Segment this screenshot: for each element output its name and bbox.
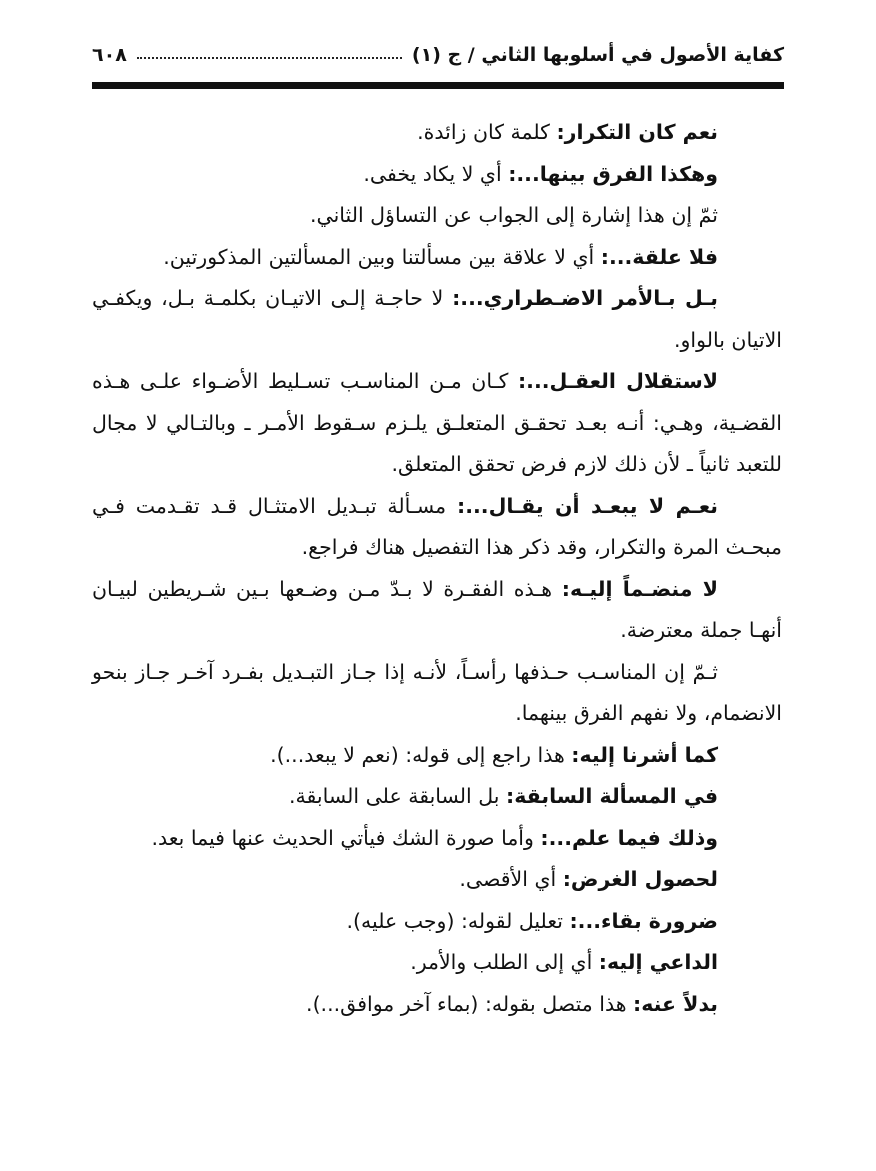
lemma: بـل بـالأمر الاضـطراري...: <box>452 286 718 310</box>
lemma: نعـم لا يبعـد أن يقـال...: <box>457 493 718 518</box>
paragraph-text: كـان مـن المناسـب تسـليط الأضـواء علـى هـذه القضـية، وهـي: أنـه بعـد تحقـق المتعلـق يلـزم سـقوط الأمـر ـ وبالتـالي لا مجال للتعبد ثانياً ـ لأن ذلك لازم فرض تحقق المتعلق. <box>92 369 782 476</box>
paragraph-text: أي إلى الطلب والأمر. <box>410 950 599 974</box>
paragraph <box>92 776 782 818</box>
running-title: كفاية الأصول في أسلوبها الثاني / ج (١) <box>411 44 784 66</box>
paragraph <box>92 901 782 943</box>
header-rule <box>92 82 784 89</box>
lemma: ضرورة بقاء...: <box>569 908 718 933</box>
page-number: ٦٠٨ <box>92 44 127 66</box>
lemma: في المسألة السابقة: <box>506 784 718 808</box>
paragraph <box>92 569 782 652</box>
paragraph <box>92 154 782 196</box>
lemma: لا منضـماً إليـه: <box>561 576 719 601</box>
lemma: وذلك فيما علم...: <box>540 825 718 850</box>
lemma: لحصول الغرض: <box>562 867 718 891</box>
paragraph <box>92 984 782 1026</box>
paragraph-text: ثمّ إن هذا إشارة إلى الجواب عن التساؤل الثاني. <box>309 203 718 227</box>
lemma: كما أشرنا إليه: <box>571 742 718 767</box>
commentary-body <box>92 112 782 1025</box>
lemma: بدلاً عنه: <box>633 991 718 1016</box>
paragraph-text: لا حاجـة إلـى الاتيـان بكلمـة بـل، ويكفـي الاتيان بالواو. <box>92 286 782 352</box>
paragraph-text: ثـمّ إن المناسـب حـذفها رأسـاً، لأنـه إذا جـاز التبـديل بفـرد آخـر جـاز بنحو الانضمام، ولا نفهم الفرق بينهما. <box>92 659 782 725</box>
paragraph <box>92 237 782 279</box>
paragraph-text: هـذه الفقـرة لا بـدّ مـن وضـعها بـين شـريطين لبيـان أنهـا جملة معترضة. <box>92 576 782 642</box>
paragraph-text: هذا راجع إلى قوله: (نعم لا يبعد...). <box>270 742 572 767</box>
paragraph <box>92 278 782 361</box>
paragraph-text: أي لا يكاد يخفى. <box>363 161 509 186</box>
lemma: فلا علقة...: <box>600 244 718 269</box>
paragraph <box>92 818 782 860</box>
header-dot-leader <box>137 57 402 59</box>
paragraph <box>92 361 782 486</box>
paragraph-text: أي الأقصى. <box>459 867 563 891</box>
paragraph <box>92 942 782 984</box>
paragraph <box>92 486 782 569</box>
page-header <box>92 40 784 70</box>
lemma: الداعي إليه: <box>598 950 718 974</box>
paragraph <box>92 859 782 901</box>
paragraph <box>92 112 782 154</box>
paragraph-text: أي لا علاقة بين مسألتنا وبين المسألتين المذكورتين. <box>163 244 601 269</box>
paragraph-text: وأما صورة الشك فيأتي الحديث عنها فيما بعد. <box>151 825 541 850</box>
paragraph-text: مسـألة تبـديل الامتثـال قـد تقـدمت فـي مبحـث المرة والتكرار، وقد ذكر هذا التفصيل هناك فراجع. <box>92 493 782 559</box>
paragraph <box>92 735 782 777</box>
lemma: لاستقلال العقـل...: <box>517 369 719 393</box>
lemma: وهكذا الفرق بينها...: <box>508 161 718 186</box>
paragraph <box>92 652 782 735</box>
paragraph-text: هذا متصل بقوله: (بماء آخر موافق...). <box>306 991 634 1016</box>
paragraph-text: تعليل لقوله: (وجب عليه). <box>346 908 570 933</box>
paragraph-text: كلمة كان زائدة. <box>417 120 557 144</box>
paragraph <box>92 195 782 237</box>
lemma: نعم كان التكرار: <box>556 120 718 144</box>
paragraph-text: بل السابقة على السابقة. <box>289 784 507 808</box>
